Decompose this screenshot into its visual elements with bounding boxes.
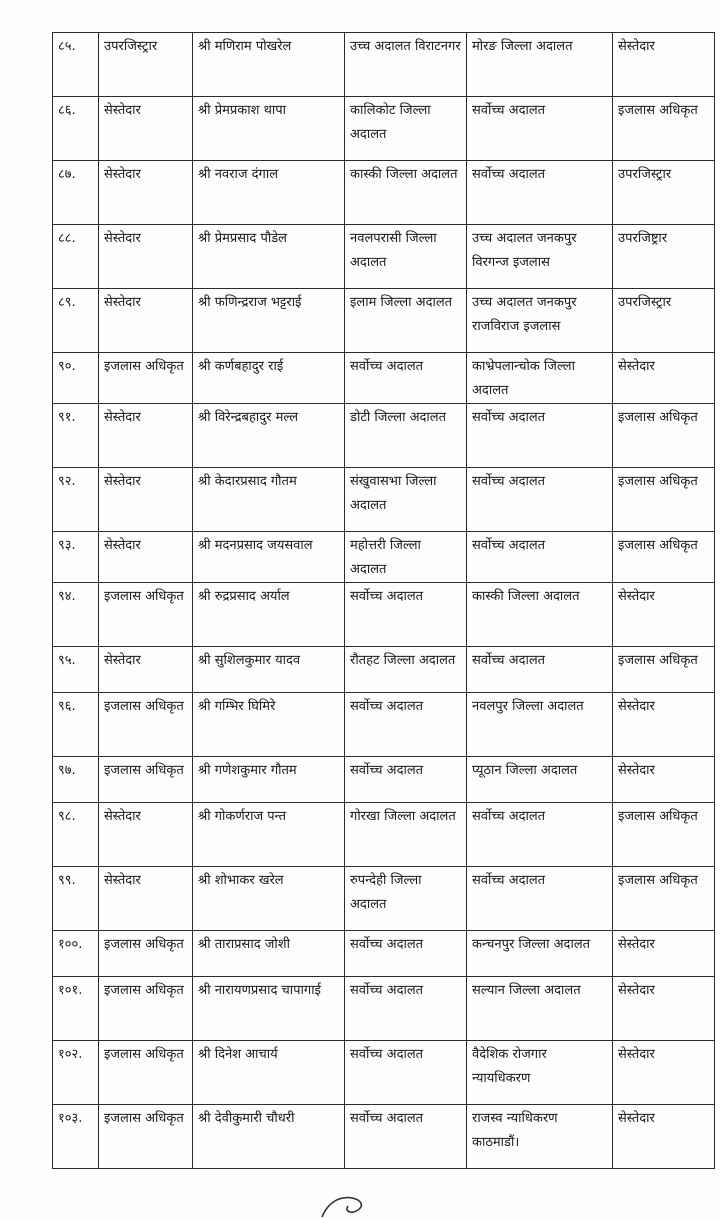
row-number: ८६. xyxy=(53,97,99,161)
transfer-table xyxy=(52,32,715,1169)
new-post: इजलास अधिकृत xyxy=(613,97,715,161)
current-post: इजलास अधिकृत xyxy=(99,353,193,404)
to-office: मोरङ जिल्ला अदालत xyxy=(467,33,613,97)
row-number: ९०. xyxy=(53,353,99,404)
current-post: सेस्तेदार xyxy=(99,867,193,931)
employee-name: श्री नारायणप्रसाद चापागाई xyxy=(193,977,345,1041)
to-office: सल्यान जिल्ला अदालत xyxy=(467,977,613,1041)
from-office: डोटी जिल्ला अदालत xyxy=(345,404,467,468)
row-number: ९४. xyxy=(53,583,99,647)
new-post: सेस्तेदार xyxy=(613,1041,715,1105)
table-row xyxy=(53,1041,715,1105)
from-office: कास्की जिल्ला अदालत xyxy=(345,161,467,225)
from-office: सर्वोच्च अदालत xyxy=(345,1041,467,1105)
table-row xyxy=(53,33,715,97)
current-post: सेस्तेदार xyxy=(99,225,193,289)
employee-name: श्री प्रेमप्रकाश थापा xyxy=(193,97,345,161)
row-number: १०१. xyxy=(53,977,99,1041)
employee-name: श्री मदनप्रसाद जयसवाल xyxy=(193,532,345,583)
new-post: सेस्तेदार xyxy=(613,583,715,647)
new-post: इजलास अधिकृत xyxy=(613,803,715,867)
from-office: सर्वोच्च अदालत xyxy=(345,583,467,647)
to-office: सर्वोच्च अदालत xyxy=(467,468,613,532)
transfer-table-body xyxy=(53,33,715,1169)
current-post: इजलास अधिकृत xyxy=(99,757,193,803)
current-post: उपरजिस्ट्रार xyxy=(99,33,193,97)
new-post: इजलास अधिकृत xyxy=(613,647,715,693)
from-office: रुपन्देही जिल्ला अदालत xyxy=(345,867,467,931)
row-number: ९५. xyxy=(53,647,99,693)
from-office: गोरखा जिल्ला अदालत xyxy=(345,803,467,867)
table-row xyxy=(53,468,715,532)
to-office: उच्च अदालत जनकपुर राजविराज इजलास xyxy=(467,289,613,353)
employee-name: श्री सुशिलकुमार यादव xyxy=(193,647,345,693)
table-row xyxy=(53,757,715,803)
new-post: इजलास अधिकृत xyxy=(613,404,715,468)
employee-name: श्री रुद्रप्रसाद अर्याल xyxy=(193,583,345,647)
to-office: प्यूठान जिल्ला अदालत xyxy=(467,757,613,803)
to-office: काभ्रेपलान्चोक जिल्ला अदालत xyxy=(467,353,613,404)
from-office: महोत्तरी जिल्ला अदालत xyxy=(345,532,467,583)
current-post: इजलास अधिकृत xyxy=(99,693,193,757)
to-office: राजस्व न्याधिकरण काठमाडौं। xyxy=(467,1105,613,1169)
row-number: ९६. xyxy=(53,693,99,757)
employee-name: श्री केदारप्रसाद गौतम xyxy=(193,468,345,532)
to-office: सर्वोच्च अदालत xyxy=(467,803,613,867)
table-row xyxy=(53,225,715,289)
new-post: सेस्तेदार xyxy=(613,33,715,97)
row-number: ९२. xyxy=(53,468,99,532)
new-post: सेस्तेदार xyxy=(613,757,715,803)
employee-name: श्री देवीकुमारी चौधरी xyxy=(193,1105,345,1169)
new-post: सेस्तेदार xyxy=(613,1105,715,1169)
table-row xyxy=(53,931,715,977)
new-post: इजलास अधिकृत xyxy=(613,532,715,583)
row-number: ८७. xyxy=(53,161,99,225)
current-post: सेस्तेदार xyxy=(99,404,193,468)
new-post: उपरजिस्ट्रार xyxy=(613,289,715,353)
new-post: इजलास अधिकृत xyxy=(613,468,715,532)
table-row xyxy=(53,647,715,693)
row-number: १०२. xyxy=(53,1041,99,1105)
row-number: ९८. xyxy=(53,803,99,867)
to-office: कास्की जिल्ला अदालत xyxy=(467,583,613,647)
table-row xyxy=(53,583,715,647)
employee-name: श्री शोभाकर खरेल xyxy=(193,867,345,931)
current-post: सेस्तेदार xyxy=(99,97,193,161)
row-number: ९३. xyxy=(53,532,99,583)
new-post: सेस्तेदार xyxy=(613,931,715,977)
table-row xyxy=(53,97,715,161)
new-post: सेस्तेदार xyxy=(613,693,715,757)
current-post: सेस्तेदार xyxy=(99,468,193,532)
new-post: उपरजिस्ट्रार xyxy=(613,161,715,225)
table-row xyxy=(53,532,715,583)
employee-name: श्री ताराप्रसाद जोशी xyxy=(193,931,345,977)
to-office: सर्वोच्च अदालत xyxy=(467,161,613,225)
new-post: सेस्तेदार xyxy=(613,977,715,1041)
from-office: सर्वोच्च अदालत xyxy=(345,1105,467,1169)
current-post: सेस्तेदार xyxy=(99,161,193,225)
to-office: सर्वोच्च अदालत xyxy=(467,647,613,693)
current-post: सेस्तेदार xyxy=(99,647,193,693)
row-number: ८५. xyxy=(53,33,99,97)
employee-name: श्री प्रेमप्रसाद पौडेल xyxy=(193,225,345,289)
current-post: सेस्तेदार xyxy=(99,803,193,867)
current-post: इजलास अधिकृत xyxy=(99,1041,193,1105)
row-number: १००. xyxy=(53,931,99,977)
employee-name: श्री नवराज दंगाल xyxy=(193,161,345,225)
new-post: इजलास अधिकृत xyxy=(613,867,715,931)
table-row xyxy=(53,289,715,353)
from-office: सर्वोच्च अदालत xyxy=(345,757,467,803)
from-office: नवलपरासी जिल्ला अदालत xyxy=(345,225,467,289)
to-office: सर्वोच्च अदालत xyxy=(467,532,613,583)
from-office: सर्वोच्च अदालत xyxy=(345,353,467,404)
current-post: इजलास अधिकृत xyxy=(99,977,193,1041)
to-office: वैदेशिक रोजगार न्यायधिकरण xyxy=(467,1041,613,1105)
current-post: इजलास अधिकृत xyxy=(99,583,193,647)
table-row xyxy=(53,803,715,867)
table-row xyxy=(53,693,715,757)
to-office: नवलपुर जिल्ला अदालत xyxy=(467,693,613,757)
employee-name: श्री कर्णबहादुर राई xyxy=(193,353,345,404)
row-number: ९९. xyxy=(53,867,99,931)
employee-name: श्री गम्भिर घिमिरे xyxy=(193,693,345,757)
table-row xyxy=(53,977,715,1041)
employee-name: श्री फणिन्द्रराज भट्टराई xyxy=(193,289,345,353)
from-office: सर्वोच्च अदालत xyxy=(345,693,467,757)
from-office: इलाम जिल्ला अदालत xyxy=(345,289,467,353)
new-post: उपरजिष्ट्रार xyxy=(613,225,715,289)
signature-mark xyxy=(318,1190,378,1219)
new-post: सेस्तेदार xyxy=(613,353,715,404)
from-office: कालिकोट जिल्ला अदालत xyxy=(345,97,467,161)
from-office: उच्च अदालत विराटनगर xyxy=(345,33,467,97)
row-number: १०३. xyxy=(53,1105,99,1169)
to-office: उच्च अदालत जनकपुर विरगन्ज इजलास xyxy=(467,225,613,289)
table-row xyxy=(53,404,715,468)
to-office: सर्वोच्च अदालत xyxy=(467,97,613,161)
row-number: ९७. xyxy=(53,757,99,803)
employee-name: श्री गोकर्णराज पन्त xyxy=(193,803,345,867)
current-post: इजलास अधिकृत xyxy=(99,931,193,977)
employee-name: श्री दिनेश आचार्य xyxy=(193,1041,345,1105)
current-post: सेस्तेदार xyxy=(99,289,193,353)
to-office: सर्वोच्च अदालत xyxy=(467,404,613,468)
from-office: सर्वोच्च अदालत xyxy=(345,931,467,977)
current-post: इजलास अधिकृत xyxy=(99,1105,193,1169)
row-number: ८९. xyxy=(53,289,99,353)
from-office: सर्वोच्च अदालत xyxy=(345,977,467,1041)
employee-name: श्री गणेशकुमार गौतम xyxy=(193,757,345,803)
employee-name: श्री मणिराम पोखरेल xyxy=(193,33,345,97)
table-row xyxy=(53,1105,715,1169)
to-office: सर्वोच्च अदालत xyxy=(467,867,613,931)
employee-name: श्री विरेन्द्रबहादुर मल्ल xyxy=(193,404,345,468)
to-office: कन्चनपुर जिल्ला अदालत xyxy=(467,931,613,977)
current-post: सेस्तेदार xyxy=(99,532,193,583)
from-office: संखुवासभा जिल्ला अदालत xyxy=(345,468,467,532)
from-office: रौतहट जिल्ला अदालत xyxy=(345,647,467,693)
table-row xyxy=(53,161,715,225)
table-row xyxy=(53,353,715,404)
row-number: ८८. xyxy=(53,225,99,289)
row-number: ९१. xyxy=(53,404,99,468)
table-row xyxy=(53,867,715,931)
